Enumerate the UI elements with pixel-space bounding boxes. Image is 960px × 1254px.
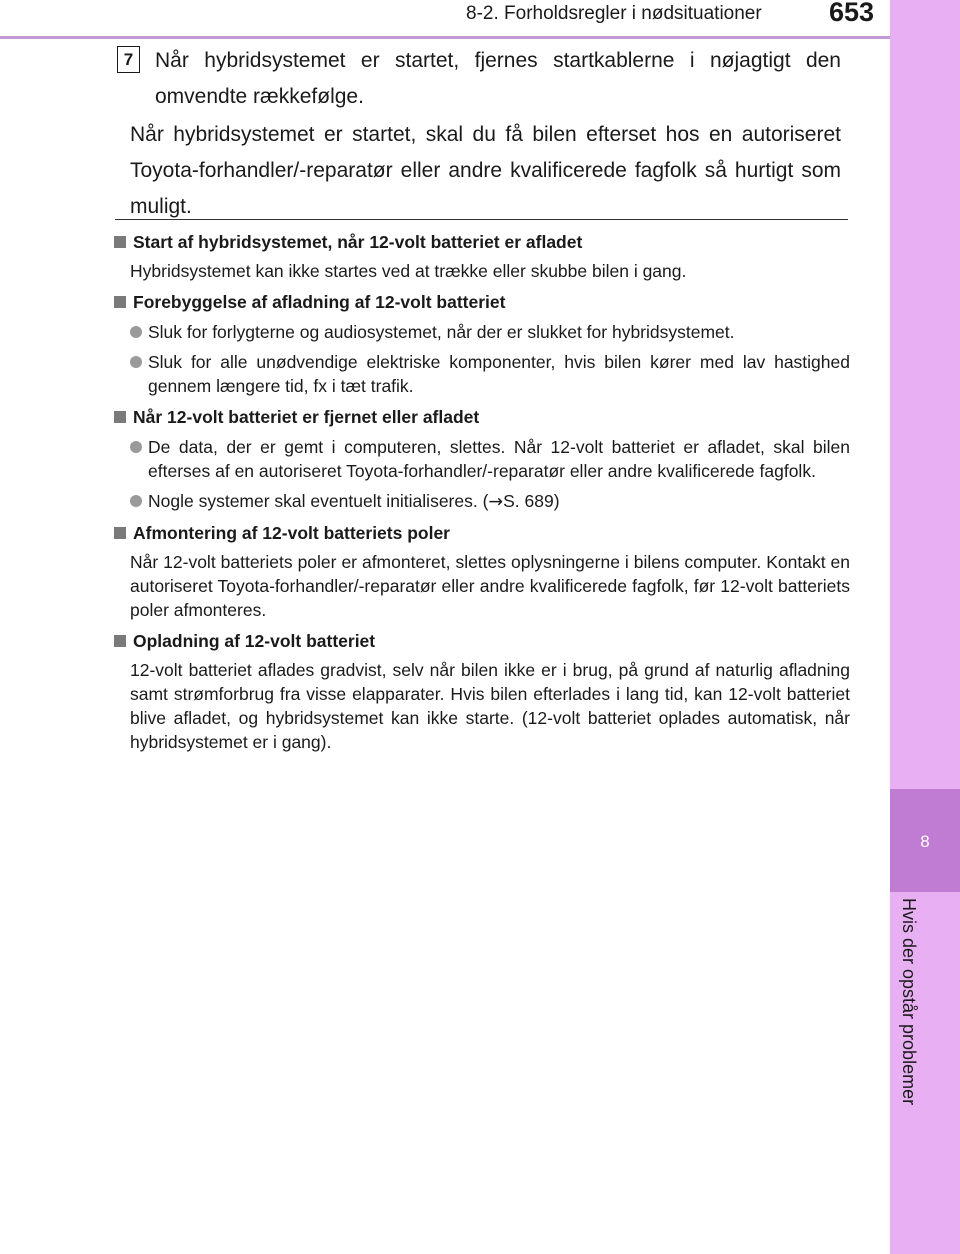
circle-bullet-icon bbox=[130, 356, 142, 368]
bullet-item bbox=[130, 350, 850, 398]
circle-bullet-icon bbox=[130, 326, 142, 338]
section-heading bbox=[112, 405, 850, 429]
section-text: 12-volt batteriet aflades gradvist, selv når bilen ikke er i brug, på grund af naturlig afladning samt strømforbrug fra visse elapparater. Hvis bilen efterlades i lang tid, kan 12-volt batteriet blive afladet, og hybridsystemet kan ikke starte. (12-volt batteriet oplades automatisk, når hybridsystemet er i gang). bbox=[130, 660, 850, 752]
section-heading bbox=[112, 629, 850, 653]
section-heading bbox=[112, 290, 850, 314]
square-bullet-icon bbox=[114, 411, 126, 423]
step-note: Når hybridsystemet er startet, skal du få bilen efterset hos en autoriseret Toyota-forhandler/-reparatør eller andre kvalificerede fagfolk så hurtigt som muligt. bbox=[130, 123, 841, 218]
chapter-section-title: 8-2. Forholdsregler i nødsituationer bbox=[466, 3, 762, 24]
info-sections bbox=[112, 230, 850, 754]
chapter-label: Hvis der opstår problemer bbox=[899, 898, 919, 1106]
bullet-text: Sluk for forlygterne og audiosystemet, når der er slukket for hybridsystemet. bbox=[148, 322, 735, 342]
bullet-item bbox=[130, 489, 850, 514]
page-reference-link[interactable]: S. 689) bbox=[503, 491, 560, 511]
page-number: 653 bbox=[829, 0, 875, 27]
bullet-text: De data, der er gemt i computeren, slettes. Når 12-volt batteriet er afladet, skal bilen efterses af en autoriseret Toyota-forhandler/-reparatør eller andre kvalificerede fagfolk. bbox=[148, 437, 850, 481]
step-number-box: 7 bbox=[117, 46, 140, 73]
bullet-item bbox=[130, 320, 850, 344]
square-bullet-icon bbox=[114, 236, 126, 248]
bullet-item bbox=[130, 435, 850, 483]
section-heading bbox=[112, 230, 850, 254]
section-heading bbox=[112, 521, 850, 545]
circle-bullet-icon bbox=[130, 441, 142, 453]
square-bullet-icon bbox=[114, 296, 126, 308]
square-bullet-icon bbox=[114, 635, 126, 647]
arrow-right-icon: → bbox=[488, 492, 504, 512]
section-heading-text: Opladning af 12-volt batteriet bbox=[133, 631, 376, 651]
chapter-number: 8 bbox=[920, 832, 930, 851]
bullet-text: Sluk for alle unødvendige elektriske komponenter, hvis bilen kører med lav hastighed gennem længere tid, fx i tæt trafik. bbox=[148, 352, 850, 396]
bullet-text bbox=[148, 489, 850, 514]
square-bullet-icon bbox=[114, 527, 126, 539]
circle-bullet-icon bbox=[130, 495, 142, 507]
section-divider bbox=[115, 219, 848, 220]
section-text: Hybridsystemet kan ikke startes ved at trække eller skubbe bilen i gang. bbox=[130, 261, 687, 281]
bullet-text-start: Nogle systemer skal eventuelt initialiseres. ( bbox=[148, 491, 489, 511]
step-text: Når hybridsystemet er startet, fjernes startkablerne i nøjagtigt den omvendte rækkefølge. bbox=[155, 49, 841, 108]
section-heading-text: Start af hybridsystemet, når 12-volt batteriet er afladet bbox=[133, 232, 583, 252]
header-rule bbox=[0, 36, 890, 39]
section-text: Når 12-volt batteriets poler er afmonteret, slettes oplysningerne i bilens computer. Kontakt en autoriseret Toyota-forhandler/-reparatør eller andre kvalificerede fagfolk, før 12-volt batteriets poler afmonteres. bbox=[130, 552, 850, 620]
section-heading-text: Forebyggelse af afladning af 12-volt batteriet bbox=[133, 292, 506, 312]
section-heading-text: Afmontering af 12-volt batteriets poler bbox=[133, 523, 450, 543]
section-heading-text: Når 12-volt batteriet er fjernet eller afladet bbox=[133, 407, 480, 427]
